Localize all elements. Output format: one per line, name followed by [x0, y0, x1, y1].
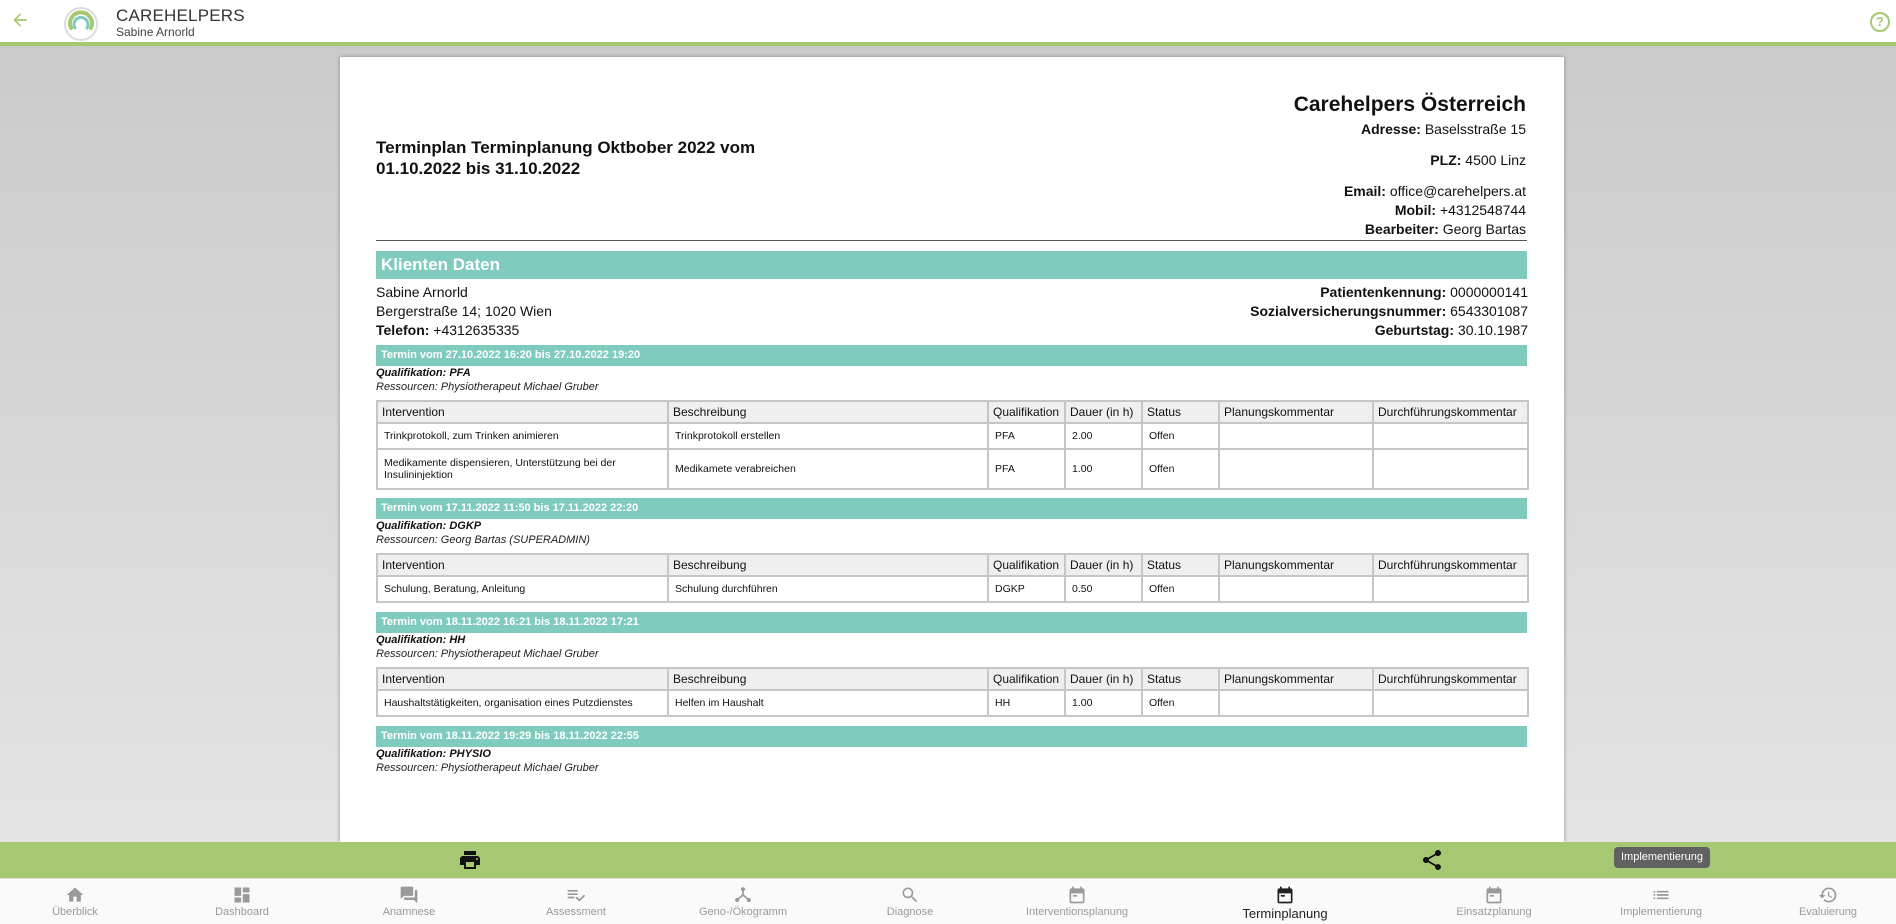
- company-mobile: Mobil: +4312548744: [1394, 202, 1526, 218]
- column-header: Planungskommentar: [1219, 668, 1373, 690]
- document-title: Terminplan Terminplanung Oktbober 2022 vom 01.10.2022 bis 31.10.2022: [376, 138, 756, 178]
- intervention-table: [376, 400, 1529, 490]
- column-header: Beschreibung: [668, 554, 988, 576]
- table-cell: DGKP: [988, 576, 1065, 602]
- nav-item-assessment[interactable]: [501, 879, 651, 924]
- column-header: Dauer (in h): [1065, 401, 1142, 423]
- table-cell: Medikamente dispensieren, Unterstützung bei der Insulininjektion: [377, 449, 668, 489]
- table-cell: 1.00: [1065, 449, 1142, 489]
- appointment-qualification: Qualifikation: DGKP: [376, 520, 482, 532]
- nav-item-implementierung[interactable]: [1586, 879, 1736, 924]
- client-phone: Telefon: +4312635335: [376, 322, 520, 338]
- app-subtitle: Sabine Arnorld: [116, 25, 195, 39]
- tooltip: Implementierung: [1614, 847, 1710, 868]
- column-header: Intervention: [377, 668, 668, 690]
- nav-item-genogramm[interactable]: [668, 879, 818, 924]
- table-cell: Trinkprotokoll erstellen: [668, 423, 988, 449]
- nav-item-dashboard[interactable]: [167, 879, 317, 924]
- column-header: Planungskommentar: [1219, 554, 1373, 576]
- table-cell: [1219, 449, 1373, 489]
- appointment-header: Termin vom 17.11.2022 11:50 bis 17.11.2022 22:20: [376, 498, 1527, 519]
- table-header-row: [377, 668, 1528, 690]
- help-icon[interactable]: ?: [1870, 12, 1890, 32]
- print-icon[interactable]: [458, 848, 484, 872]
- column-header: Qualifikation: [988, 554, 1065, 576]
- table-row: [377, 576, 1528, 602]
- calendar-icon: [1274, 885, 1296, 905]
- app-header: [0, 0, 1896, 46]
- nav-label: Geno-/Ökogramm: [698, 906, 788, 918]
- table-header-row: [377, 554, 1528, 576]
- divider: [376, 240, 1527, 241]
- table-cell: PFA: [988, 423, 1065, 449]
- appointment-qualification: Qualifikation: PFA: [376, 367, 471, 379]
- patient-id: Patientenkennung: 0000000141: [1320, 284, 1528, 300]
- table-cell: Helfen im Haushalt: [668, 690, 988, 716]
- nav-label: Evaluierung: [1798, 906, 1858, 918]
- company-email: Email: office@carehelpers.at: [1343, 183, 1526, 199]
- company-name: Carehelpers Österreich: [1293, 93, 1526, 116]
- table-cell: Schulung durchführen: [668, 576, 988, 602]
- app-title: CAREHELPERS: [116, 6, 245, 25]
- table-row: [377, 690, 1528, 716]
- client-ids: [1250, 283, 1528, 340]
- appointment-qualification: Qualifikation: HH: [376, 634, 466, 646]
- table-cell: Offen: [1142, 576, 1219, 602]
- appointment-resources: Ressourcen: Georg Bartas (SUPERADMIN): [376, 534, 590, 546]
- document-page: [340, 57, 1564, 842]
- nav-label: Assessment: [546, 906, 606, 918]
- home-icon: [64, 885, 86, 905]
- nav-item-interventionsplanung[interactable]: [1002, 879, 1152, 924]
- network-icon: [732, 885, 754, 905]
- column-header: Qualifikation: [988, 401, 1065, 423]
- intervention-table: [376, 553, 1529, 603]
- table-cell: [1219, 576, 1373, 602]
- table-cell: Schulung, Beratung, Anleitung: [377, 576, 668, 602]
- column-header: Durchführungskommentar: [1373, 668, 1528, 690]
- client-contact: [376, 283, 552, 340]
- nav-label: Dashboard: [215, 906, 269, 918]
- column-header: Beschreibung: [668, 668, 988, 690]
- column-header: Planungskommentar: [1219, 401, 1373, 423]
- table-cell: [1373, 423, 1528, 449]
- chat-icon: [398, 885, 420, 905]
- table-cell: 1.00: [1065, 690, 1142, 716]
- nav-label: Interventionsplanung: [1025, 906, 1129, 918]
- table-cell: [1373, 690, 1528, 716]
- table-cell: Offen: [1142, 423, 1219, 449]
- nav-label: Diagnose: [886, 906, 934, 918]
- intervention-table: [376, 667, 1529, 717]
- appointment-qualification: Qualifikation: PHYSIO: [376, 748, 491, 760]
- table-cell: [1373, 576, 1528, 602]
- table-cell: PFA: [988, 449, 1065, 489]
- birthday: Geburtstag: 30.10.1987: [1374, 322, 1528, 338]
- table-cell: 2.00: [1065, 423, 1142, 449]
- back-arrow-icon[interactable]: [8, 10, 32, 34]
- column-header: Intervention: [377, 401, 668, 423]
- table-cell: Offen: [1142, 690, 1219, 716]
- table-cell: [1373, 449, 1528, 489]
- dashboard-icon: [231, 885, 253, 905]
- nav-label: Einsatzplanung: [1456, 906, 1532, 918]
- table-cell: Haushaltstätigkeiten, organisation eines Putzdienstes: [377, 690, 668, 716]
- nav-item-diagnose[interactable]: [835, 879, 985, 924]
- column-header: Durchführungskommentar: [1373, 401, 1528, 423]
- appointment-header: Termin vom 27.10.2022 16:20 bis 27.10.2022 19:20: [376, 345, 1527, 366]
- appointment-header: Termin vom 18.11.2022 19:29 bis 18.11.2022 22:55: [376, 726, 1527, 747]
- column-header: Status: [1142, 401, 1219, 423]
- share-icon[interactable]: [1420, 848, 1444, 872]
- table-cell: [1219, 690, 1373, 716]
- table-cell: Medikamete verabreichen: [668, 449, 988, 489]
- bottom-navigation: [0, 878, 1896, 924]
- client-address: Bergerstraße 14; 1020 Wien: [376, 303, 552, 319]
- list-icon: [1650, 885, 1672, 905]
- column-header: Durchführungskommentar: [1373, 554, 1528, 576]
- appointment-header: Termin vom 18.11.2022 16:21 bis 18.11.2022 17:21: [376, 612, 1527, 633]
- nav-item-einsatzplanung[interactable]: [1419, 879, 1569, 924]
- column-header: Status: [1142, 668, 1219, 690]
- company-info: [1294, 93, 1526, 239]
- nav-item-anamnese[interactable]: [334, 879, 484, 924]
- column-header: Status: [1142, 554, 1219, 576]
- nav-label: Implementierung: [1620, 906, 1702, 918]
- column-header: Intervention: [377, 554, 668, 576]
- table-row: [377, 423, 1528, 449]
- nav-label: Terminplanung: [1242, 906, 1328, 921]
- table-header-row: [377, 401, 1528, 423]
- client-name: Sabine Arnorld: [376, 284, 468, 300]
- ssn: Sozialversicherungsnummer: 6543301087: [1250, 303, 1528, 319]
- checklist-icon: [565, 885, 587, 905]
- table-row: [377, 449, 1528, 489]
- table-cell: [1219, 423, 1373, 449]
- column-header: Dauer (in h): [1065, 668, 1142, 690]
- column-header: Dauer (in h): [1065, 554, 1142, 576]
- nav-item-evaluierung[interactable]: [1753, 879, 1896, 924]
- company-editor: Bearbeiter: Georg Bartas: [1364, 221, 1526, 237]
- column-header: Beschreibung: [668, 401, 988, 423]
- column-header: Qualifikation: [988, 668, 1065, 690]
- appointment-resources: Ressourcen: Physiotherapeut Michael Gruber: [376, 762, 599, 774]
- client-section-header: Klienten Daten: [376, 251, 1527, 279]
- carehelpers-logo: [63, 6, 99, 42]
- company-address: Adresse: Baselsstraße 15: [1361, 121, 1526, 137]
- company-plz: PLZ: 4500 Linz: [1430, 152, 1526, 168]
- appointment-resources: Ressourcen: Physiotherapeut Michael Gruber: [376, 648, 599, 660]
- appointment-resources: Ressourcen: Physiotherapeut Michael Gruber: [376, 381, 599, 393]
- search-icon: [899, 885, 921, 905]
- table-cell: HH: [988, 690, 1065, 716]
- nav-item-ueberblick[interactable]: [0, 879, 150, 924]
- calendar-icon: [1066, 885, 1088, 905]
- nav-label: Überblick: [52, 906, 98, 918]
- nav-item-terminplanung[interactable]: [1210, 879, 1360, 924]
- table-cell: Offen: [1142, 449, 1219, 489]
- history-icon: [1817, 885, 1839, 905]
- calendar-icon: [1483, 885, 1505, 905]
- table-cell: Trinkprotokoll, zum Trinken animieren: [377, 423, 668, 449]
- action-bar: [0, 842, 1896, 878]
- nav-label: Anamnese: [382, 906, 436, 918]
- table-cell: 0.50: [1065, 576, 1142, 602]
